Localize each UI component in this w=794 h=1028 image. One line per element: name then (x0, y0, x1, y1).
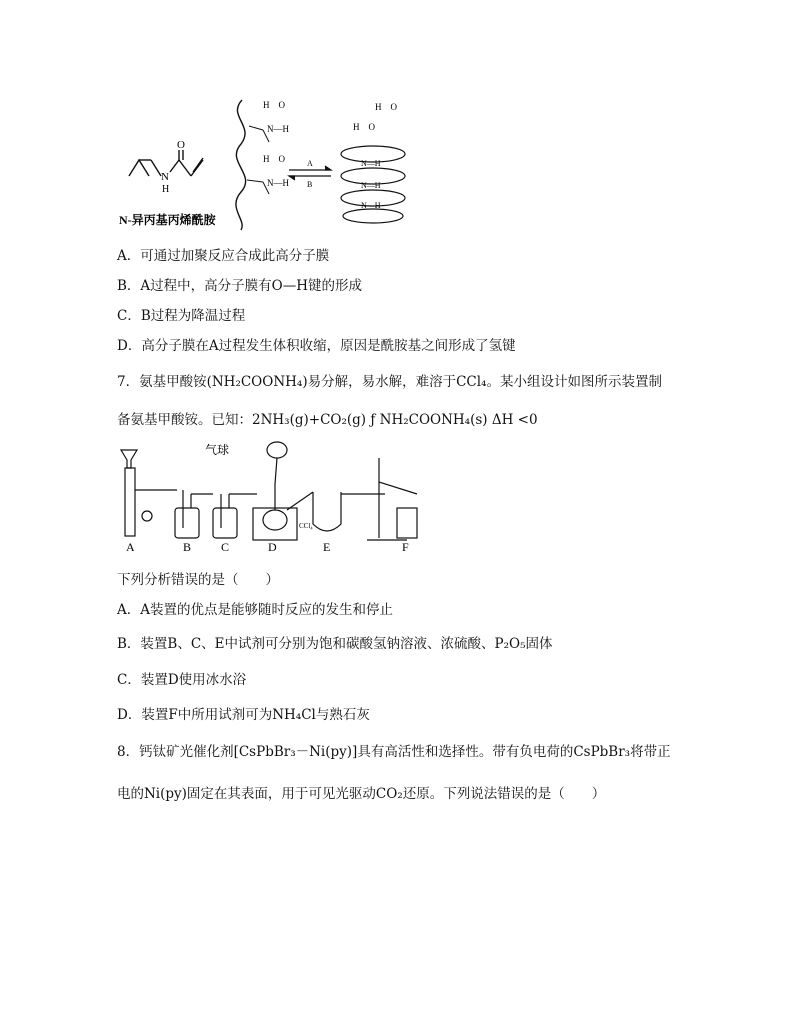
apparatus-e (313, 492, 341, 531)
svg-text:H O: H O (353, 122, 375, 132)
apparatus-figure (117, 438, 437, 556)
polymer-chain (236, 100, 246, 230)
balloon-label: 气球 (205, 443, 230, 457)
water-label: H O (263, 100, 285, 110)
svg-text:N—H: N—H (361, 201, 381, 210)
q8-stem-line2: 电的Ni(py)固定在其表面，用于可见光驱动CO₂还原。下列说法错误的是（ ） (117, 786, 606, 802)
label-d: D (268, 540, 277, 554)
q7-question: 下列分析错误的是（ ） (117, 572, 279, 588)
q6-option-c: C．B过程为降温过程 (117, 308, 246, 324)
ccl4-label: CCl₄ (299, 522, 313, 530)
svg-text:N—H: N—H (267, 178, 289, 188)
q8-stem-line1: 8．钙钛矿光催化剂[CsPbBr₃－Ni(py)]具有高活性和选择性。带有负电荷的CsPbBr₃将带正 (117, 744, 671, 760)
q7-option-b: B．装置B、C、E中试剂可分别为饱和碳酸氢钠溶液、浓硫酸、P₂O₅固体 (117, 636, 553, 652)
svg-text:H O: H O (375, 102, 397, 112)
label-c: C (221, 540, 230, 554)
q7-option-a: A．A装置的优点是能够随时反应的发生和停止 (117, 602, 393, 618)
polymer-membrane-figure (117, 96, 417, 231)
q7-option-c: C．装置D使用冰水浴 (117, 672, 247, 688)
figure1-caption: N-异丙基丙烯酰胺 (119, 213, 216, 227)
reversible-arrow (289, 166, 331, 180)
q7-option-d: D．装置F中所用试剂可为NH₄Cl与熟石灰 (117, 707, 370, 723)
arrow-label-b: B (307, 180, 313, 189)
q7-stem-line1: 7．氨基甲酸铵(NH₂COONH₄)易分解，易水解，难溶于CCl₄。某小组设计如图所示装置制 (117, 374, 662, 390)
svg-text:H O: H O (263, 154, 285, 164)
q6-option-a: A．可通过加聚反应合成此高分子膜 (117, 248, 330, 264)
apparatus-a (121, 450, 137, 468)
q6-option-d: D．高分子膜在A过程发生体积收缩，原因是酰胺基之间形成了氢键 (117, 338, 516, 354)
apparatus-c (213, 508, 237, 538)
atom-n: N (161, 171, 169, 183)
atom-o: O (177, 139, 185, 151)
arrow-label-a: A (307, 159, 313, 168)
svg-text:N—H: N—H (361, 181, 381, 190)
label-a: A (126, 540, 135, 554)
apparatus-b (175, 508, 199, 538)
apparatus-f (397, 508, 417, 538)
svg-text:N—H: N—H (361, 159, 381, 168)
apparatus-d (253, 508, 297, 540)
label-e: E (323, 540, 331, 554)
q7-stem-line2: 备氨基甲酸铵。已知：2NH₃(g)+CO₂(g) ƒ NH₂COONH₄(s) ΔH <0 (117, 412, 538, 428)
label-b: B (183, 540, 192, 554)
q6-option-b: B．A过程中，高分子膜有O—H键的形成 (117, 278, 363, 294)
svg-text:N—H: N—H (267, 124, 289, 134)
label-f: F (402, 540, 409, 554)
atom-h: H (162, 184, 170, 195)
